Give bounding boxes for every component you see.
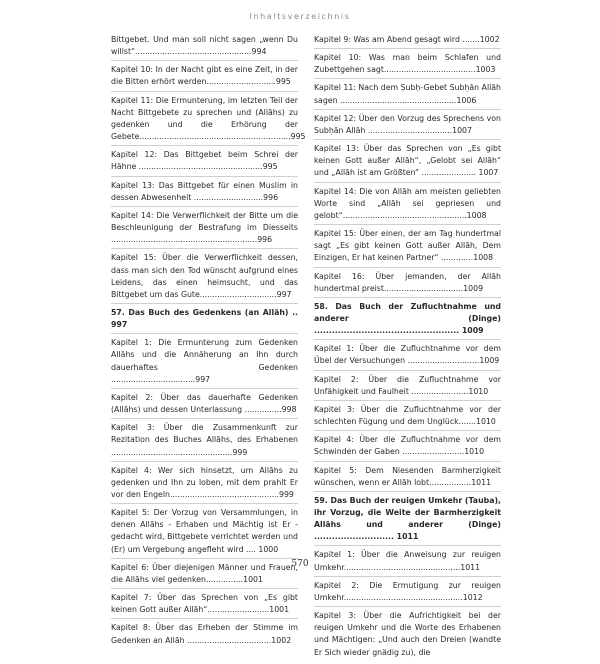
toc-entry: Kapitel 12: Über den Vorzug des Sprechens von Subḥān Allāh ..................................1007: [314, 113, 501, 140]
toc-entry: Kapitel 3: Über die Zusammenkunft zur Rezitation des Buches Allāhs, des Erhabenen .................................................999: [111, 422, 298, 461]
toc-book-heading: 57. Das Buch des Gedenkens (an Allāh) .. 997: [111, 307, 298, 334]
toc-entry: Kapitel 3: Über die Zufluchtnahme vor der schlechten Fügung und dem Unglück.......1010: [314, 404, 501, 431]
toc-entry: Kapitel 1: Die Ermunterung zum Gedenken Allāhs und die Annäherung an Ihn durch dauerhaftes Gedenken ..................................997: [111, 337, 298, 389]
toc-entry: Kapitel 10: Was man beim Schlafen und Zubettgehen sagt.....................................1003: [314, 52, 501, 79]
toc-entry: Kapitel 1: Über die Zufluchtnahme vor dem Übel der Versuchungen .............................1009: [314, 343, 501, 370]
toc-book-heading: 59. Das Buch der reuigen Umkehr (Tauba), ihr Vorzug, die Weite der Barmherzigkeit Allāhs und anderer (Dinge) ........................... 1011: [314, 495, 501, 547]
toc-entry: Kapitel 3: Über die Aufrichtigkeit bei der reuigen Umkehr und die Worte des Erhabenen und Mächtigen: „Und auch den Dreien (wandte Er Sich wieder gnädig zu), die: [314, 611, 501, 657]
toc-entry: Kapitel 4: Über die Zufluchtnahme vor dem Schwinden der Gaben .........................1010: [314, 434, 501, 461]
toc-right-column: [314, 34, 501, 664]
toc-entry: Kapitel 14: Die von Allāh am meisten geliebten Worte sind „Allāh sei gepriesen und gelobt“..................................................1008: [314, 186, 501, 225]
toc-entry: Bittgebet. Und man soll nicht sagen „wenn Du willst“...............................................994: [111, 34, 298, 61]
toc-entry: Kapitel 10: In der Nacht gibt es eine Zeit, in der die Bitten erhört werden............................995: [111, 64, 298, 91]
toc-entry: Kapitel 7: Über das Sprechen von „Es gibt keinen Gott außer Allāh“.........................1001: [111, 592, 298, 619]
toc-entry: Kapitel 8: Über das Erheben der Stimme im Gedenken an Allāh ..................................1002: [111, 623, 298, 645]
toc-entry: Kapitel 15: Über die Verwerflichkeit dessen, dass man sich den Tod wünscht aufgrund eines Leidens, das einen heimsucht, und das Bittgebet um das Gute...............................997: [111, 252, 298, 304]
toc-entry: Kapitel 5: Dem Niesenden Barmherzigkeit wünschen, wenn er Allāh lobt.................1011: [314, 465, 501, 492]
toc-entry: Kapitel 13: Das Bittgebet für einen Muslim in dessen Abwesenheit ............................996: [111, 180, 298, 207]
toc-entry: Kapitel 6: Über diejenigen Männer und Frauen, die Allāhs viel gedenken...............1001: [111, 562, 298, 589]
toc-entry: Kapitel 4: Wer sich hinsetzt, um Allāhs zu gedenken und Ihn zu loben, mit dem prahlt Er vor den Engeln............................................999: [111, 465, 298, 504]
toc-entry: Kapitel 13: Über das Sprechen von „Es gibt keinen Gott außer Allāh“, „Gelobt sei Allāh“ und „Allāh ist am Größten“ ...................... 1007: [314, 143, 501, 182]
toc-entry: Kapitel 14: Die Verwerflichkeit der Bitte um die Beschleunigung der Bestrafung im Diesseits ...........................................................996: [111, 210, 298, 249]
toc-entry: Kapitel 1: Über die Anweisung zur reuigen Umkehr...............................................1011: [314, 549, 501, 576]
toc-entry: Kapitel 12: Das Bittgebet beim Schrei der Hähne ..................................................995: [111, 149, 298, 176]
running-header: Inhaltsverzeichnis: [249, 12, 351, 21]
toc-entry: Kapitel 2: Die Ermutigung zur reuigen Umkehr................................................1012: [314, 580, 501, 607]
toc-entry: Kapitel 15: Über einen, der am Tag hundertmal sagt „Es gibt keinen Gott außer Allāh, Dem Einzigen, Er hat keinen Partner“ .............1008: [314, 228, 501, 267]
toc-entry: Kapitel 2: Über die Zufluchtnahme vor Unfähigkeit und Faulheit .......................1010: [314, 374, 501, 401]
toc-entry: Kapitel 11: Nach dem Ṣubḥ-Gebet Subḥān Allāh sagen ...............................................1006: [314, 82, 501, 109]
toc-entry: Kapitel 9: Was am Abend gesagt wird .......1002: [314, 34, 501, 49]
toc-book-heading: 58. Das Buch der Zufluchtnahme und anderer (Dinge) ................................................. 1009: [314, 301, 501, 340]
toc-entry: Kapitel 2: Über das dauerhafte Gedenken (Allāhs) und dessen Unterlassung ...............998: [111, 392, 298, 419]
toc-entry: Kapitel 5: Der Vorzug von Versammlungen, in denen Allāhs - Erhaben und Mächtig ist Er - gedacht wird, Bittgebete verrichtet werden und (Er) um Vergebung angefleht wird .... 1000: [111, 507, 298, 559]
page-number: 570: [291, 559, 309, 569]
toc-entry: Kapitel 16: Über jemanden, der Allāh hundertmal preist................................1009: [314, 271, 501, 298]
toc-entry: Kapitel 11: Die Ermunterung, im letzten Teil der Nacht Bittgebete zu sprechen und (Allāhs) zu gedenken und die Erhörung der Gebete.............................................................995: [111, 95, 298, 147]
